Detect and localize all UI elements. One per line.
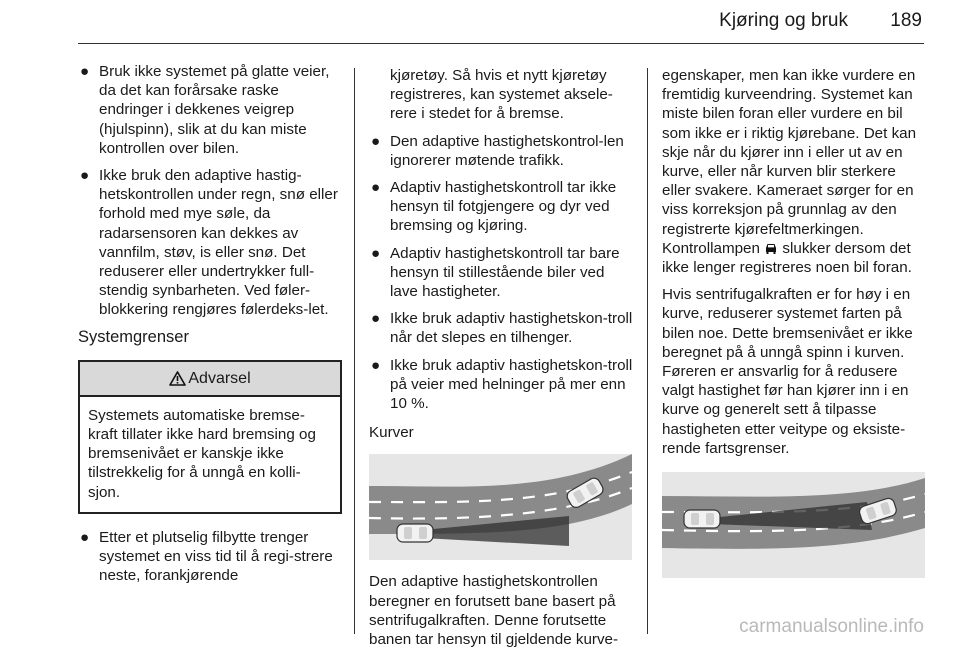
vehicle-ahead-icon [764, 241, 778, 255]
column-divider [354, 68, 355, 634]
list-item-text: Ikke bruk adaptiv hastighetskon-troll på veier med helninger på mer enn 10 %. [390, 356, 633, 413]
section-heading-kurver: Kurver [369, 424, 414, 442]
warning-body: Systemets automatiske bremse-kraft tillater ikke hard bremsing og bremsenivået er kanskje ikke tilstrekkelig for å unngå en kolli-sjon. [88, 406, 316, 501]
list-item-text: Adaptiv hastighetskontroll tar bare hensyn til stillestående biler ved lave hastigheter. [390, 244, 620, 301]
list-item-text: Den adaptive hastighetskontrol-len ignorerer møtende trafikk. [390, 132, 624, 169]
list-item: ● Etter et plutselig filbytte trenger systemet en viss tid til å regi-strere neste, forankjørende [80, 528, 333, 585]
list-item-text: Adaptiv hastighetskontroll tar ikke hensyn til fotgjengere og dyr ved bremsing og kjøring. [390, 179, 617, 235]
continued-text: kjøretøy. Så hvis et nytt kjøretøy registreres, kan systemet aksele-rere i stedet for å bremse. [390, 67, 613, 123]
paragraph: Hvis sentrifugalkraften er for høy i en kurve, reduserer systemet farten på bilen noe. Dette bremsenivået er ikke beregnet på å unngå spinn i kurven. Føreren er ansvarlig for å redusere valgt hastighet før han kjører inn i en kurve og generelt sett å tilpasse hastigheten etter veitype og eksiste-rende fartsgrenser. [662, 286, 913, 457]
paragraph: Den adaptive hastighetskontrollen beregner en forutsett bane basert på sentrifugalkraften. Denne forutsette banen tar hensyn til gjeldende kurve- [369, 573, 619, 649]
page-number: 189 [890, 10, 922, 31]
list-item-text: Etter et plutselig filbytte trenger systemet en viss tid til å regi-strere neste, forankjørende [99, 528, 333, 585]
list-item: ● Ikke bruk den adaptive hastig-hetskontrollen under regn, snø eller forhold med mye søle, da radarsensoren kan dekkes av vannfilm, støv, is eller snø. Det reduserer eller undertrykker full-stendig synbarheten. Ved føler-blokkering rengjøres følerdeks-let. [80, 167, 338, 319]
list-item-text: Bruk ikke systemet på glatte veier, da det kan forårsake raske endringer i dekkenes veigrep (hjulspinn), slik at du kan miste kontrollen over bilen. [99, 63, 330, 157]
warning-header [80, 362, 340, 397]
list-item-text: Ikke bruk den adaptive hastig-hetskontrollen under regn, snø eller forhold med mye søle, da radarsensoren kan dekkes av vannfilm, støv, is eller snø. Det reduserer eller undertrykker full-stendig synbarheten. Ved føler-blokkering rengjøres følerdeks-let. [99, 167, 338, 319]
bullet-list [369, 132, 633, 414]
list-item: ● Adaptiv hastighetskontroll tar bare hensyn til stillestående biler ved lave hastigheter. [371, 244, 620, 301]
list-item: ● Adaptiv hastighetskontroll tar ikke hensyn til fotgjengere og dyr ved bremsing og kjøring. [371, 179, 617, 235]
paragraph-text: egenskaper, men kan ikke vurdere en fremtidig kurveendring. Systemet kan miste bilen foran eller vurdere en bil som ikke er i riktig kjørebane. Det kan skje når du kjører inn i eller ut av en kurve, eller når kurven blir sterkere eller svakere. Kameraet sørger for en viss korreksjon på grunnlag av den registrerte kjørefeltmerkingen. Kontrollampen [662, 67, 917, 257]
warning-title: Advarsel [188, 369, 251, 387]
curve-illustration [369, 454, 632, 560]
column-1 [78, 62, 342, 593]
bullet-list [78, 62, 342, 320]
header-rule [78, 43, 924, 44]
list-item: ● Bruk ikke systemet på glatte veier, da det kan forårsake raske endringer i dekkenes veigrep (hjulspinn), slik at du kan miste kontrollen over bilen. [80, 63, 330, 157]
column-2 [369, 66, 633, 649]
list-item: ● Ikke bruk adaptiv hastighetskon-troll når det slepes en tilhenger. [371, 310, 633, 347]
watermark: carmanualsonline.info [739, 616, 924, 637]
list-item-text: Ikke bruk adaptiv hastighetskon-troll når det slepes en tilhenger. [390, 310, 633, 347]
column-divider [647, 68, 648, 634]
list-item: ● Ikke bruk adaptiv hastighetskon-troll på veier med helninger på mer enn 10 %. [371, 356, 633, 413]
bullet-list [78, 528, 342, 586]
warning-box [78, 360, 342, 514]
list-item: ● Den adaptive hastighetskontrol-len ignorerer møtende trafikk. [371, 132, 624, 169]
section-heading-systemgrenser: Systemgrenser [78, 327, 189, 346]
curve-illustration [662, 472, 925, 578]
paragraph [662, 66, 927, 277]
warning-triangle-icon [169, 371, 186, 386]
paragraph-text: slukker dersom det ikke lenger registreres noen bil foran. [662, 239, 912, 277]
column-3 [662, 66, 927, 590]
page-header-title: Kjøring og bruk [719, 10, 848, 31]
